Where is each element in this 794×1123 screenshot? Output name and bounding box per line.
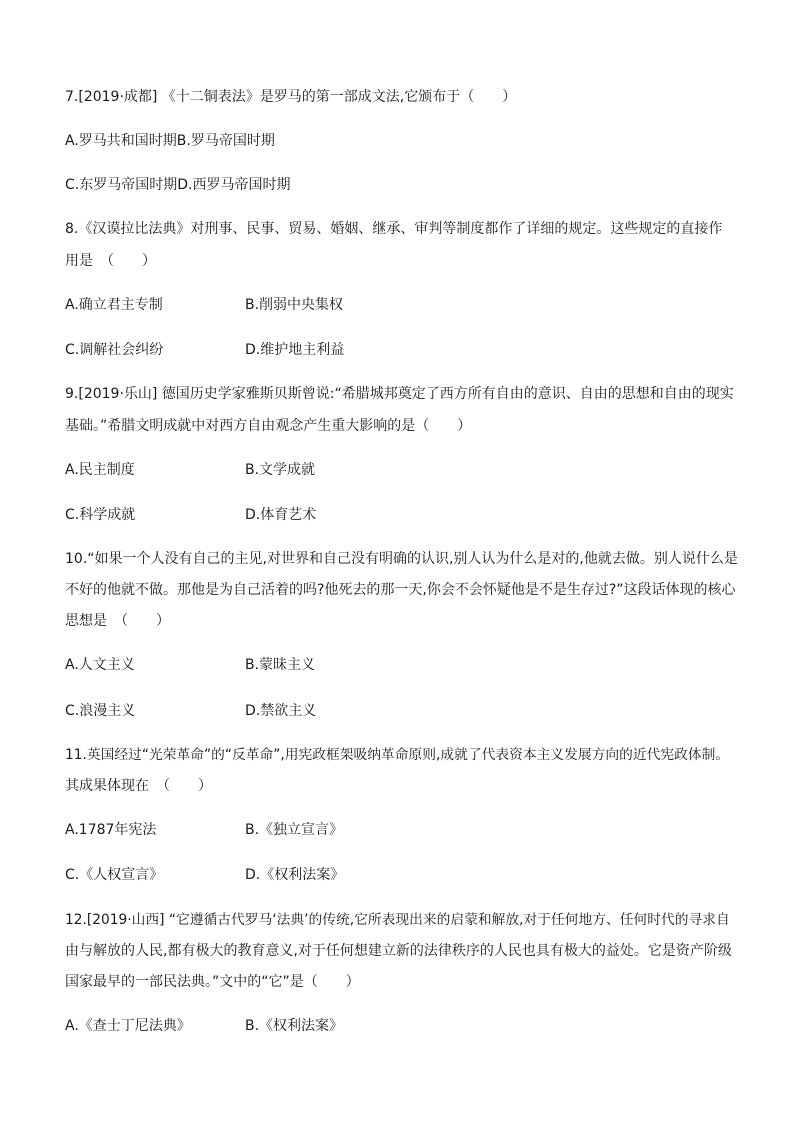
question-12-line-3: 国家最早的一部民法典。”文中的“它”是（ ） bbox=[65, 974, 360, 990]
question-9-option-d: D.体育艺术 bbox=[245, 507, 317, 523]
question-12-option-b: B.《权利法案》 bbox=[245, 1018, 344, 1034]
question-11-option-d: D.《权利法案》 bbox=[245, 867, 345, 883]
question-9-line-1: 9.[2019·乐山] 德国历史学家雅斯贝斯曾说:“希腊城邦奠定了西方所有自由的意识、自由的思想和自由的现实 bbox=[65, 386, 734, 402]
question-12-line-2: 由与解放的人民,都有极大的教育意义,对于任何想建立新的法律秩序的人民也具有极大的益处。它是资产阶级 bbox=[65, 943, 732, 959]
question-10-line-3: 思想是 （ ） bbox=[65, 613, 170, 629]
question-11-line-2: 其成果体现在 （ ） bbox=[65, 778, 212, 794]
question-11-option-b: B.《独立宣言》 bbox=[245, 822, 344, 838]
question-10-option-c: C.浪漫主义 bbox=[65, 703, 136, 719]
question-11-line-1: 11.英国经过“光荣革命”的“反革命”,用宪政框架吸纳革命原则,成就了代表资本主义发展方向的近代宪政体制。 bbox=[65, 747, 730, 763]
question-9-option-a: A.民主制度 bbox=[65, 462, 135, 478]
question-8-option-c: C.调解社会纠纷 bbox=[65, 342, 164, 358]
question-11-option-a: A.1787年宪法 bbox=[65, 822, 157, 838]
question-10-line-1: 10.“如果一个人没有自己的主见,对世界和自己没有明确的认识,别人认为什么是对的,他就去做。别人说什么是 bbox=[65, 551, 738, 567]
question-8-line-2: 用是 （ ） bbox=[65, 253, 156, 269]
question-7-option-row-2: C.东罗马帝国时期D.西罗马帝国时期 bbox=[65, 177, 291, 193]
question-12-option-a: A.《查士丁尼法典》 bbox=[65, 1018, 191, 1034]
question-9-option-b: B.文学成就 bbox=[245, 462, 316, 478]
question-9-line-2: 基础。”希腊文明成就中对西方自由观念产生重大影响的是（ ） bbox=[65, 418, 472, 434]
question-10-line-2: 不好的他就不做。那他是为自己活着的吗?他死去的那一天,你会不会怀疑他是不是生存过?”这段话体现的核心 bbox=[65, 582, 736, 598]
question-7-option-row-1: A.罗马共和国时期B.罗马帝国时期 bbox=[65, 133, 275, 149]
question-8-line-1: 8.《汉谟拉比法典》对刑事、民事、贸易、婚姻、继承、审判等制度都作了详细的规定。这些规定的直接作 bbox=[65, 221, 723, 237]
question-8-option-a: A.确立君主专制 bbox=[65, 297, 163, 313]
question-11-option-c: C.《人权宣言》 bbox=[65, 867, 164, 883]
question-10-option-b: B.蒙昧主义 bbox=[245, 657, 316, 673]
question-8-option-b: B.削弱中央集权 bbox=[245, 297, 344, 313]
question-10-option-d: D.禁欲主义 bbox=[245, 703, 317, 719]
question-12-line-1: 12.[2019·山西] “它遵循古代罗马‘法典’的传统,它所表现出来的启蒙和解放,对于任何地方、任何时代的寻求自 bbox=[65, 912, 730, 928]
question-7-line-1: 7.[2019·成都] 《十二铜表法》是罗马的第一部成文法,它颁布于（ ） bbox=[65, 89, 517, 105]
question-9-option-c: C.科学成就 bbox=[65, 507, 136, 523]
question-8-option-d: D.维护地主利益 bbox=[245, 342, 345, 358]
question-10-option-a: A.人文主义 bbox=[65, 657, 135, 673]
